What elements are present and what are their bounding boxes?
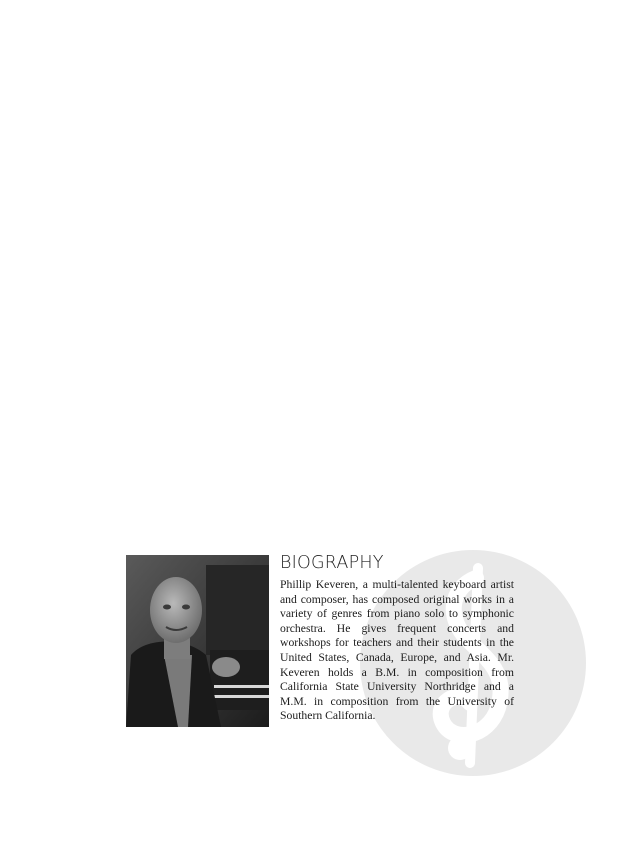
biography-text: Phillip Keveren, a multi-talented keyboard artist and composer, has composed original works in a variety of genres from piano solo to symphonic orchestra. He gives frequent concerts and workshops for teachers and their students in the United States, Canada, Europe, and Asia. Mr. Keveren holds a B.M. in composition from California State University Northridge and a M.M. in composition from the University of Southern California.	[280, 578, 514, 723]
biography-section	[280, 552, 514, 724]
portrait-photo	[126, 555, 269, 727]
biography-title: BIOGRAPHY	[280, 553, 384, 573]
